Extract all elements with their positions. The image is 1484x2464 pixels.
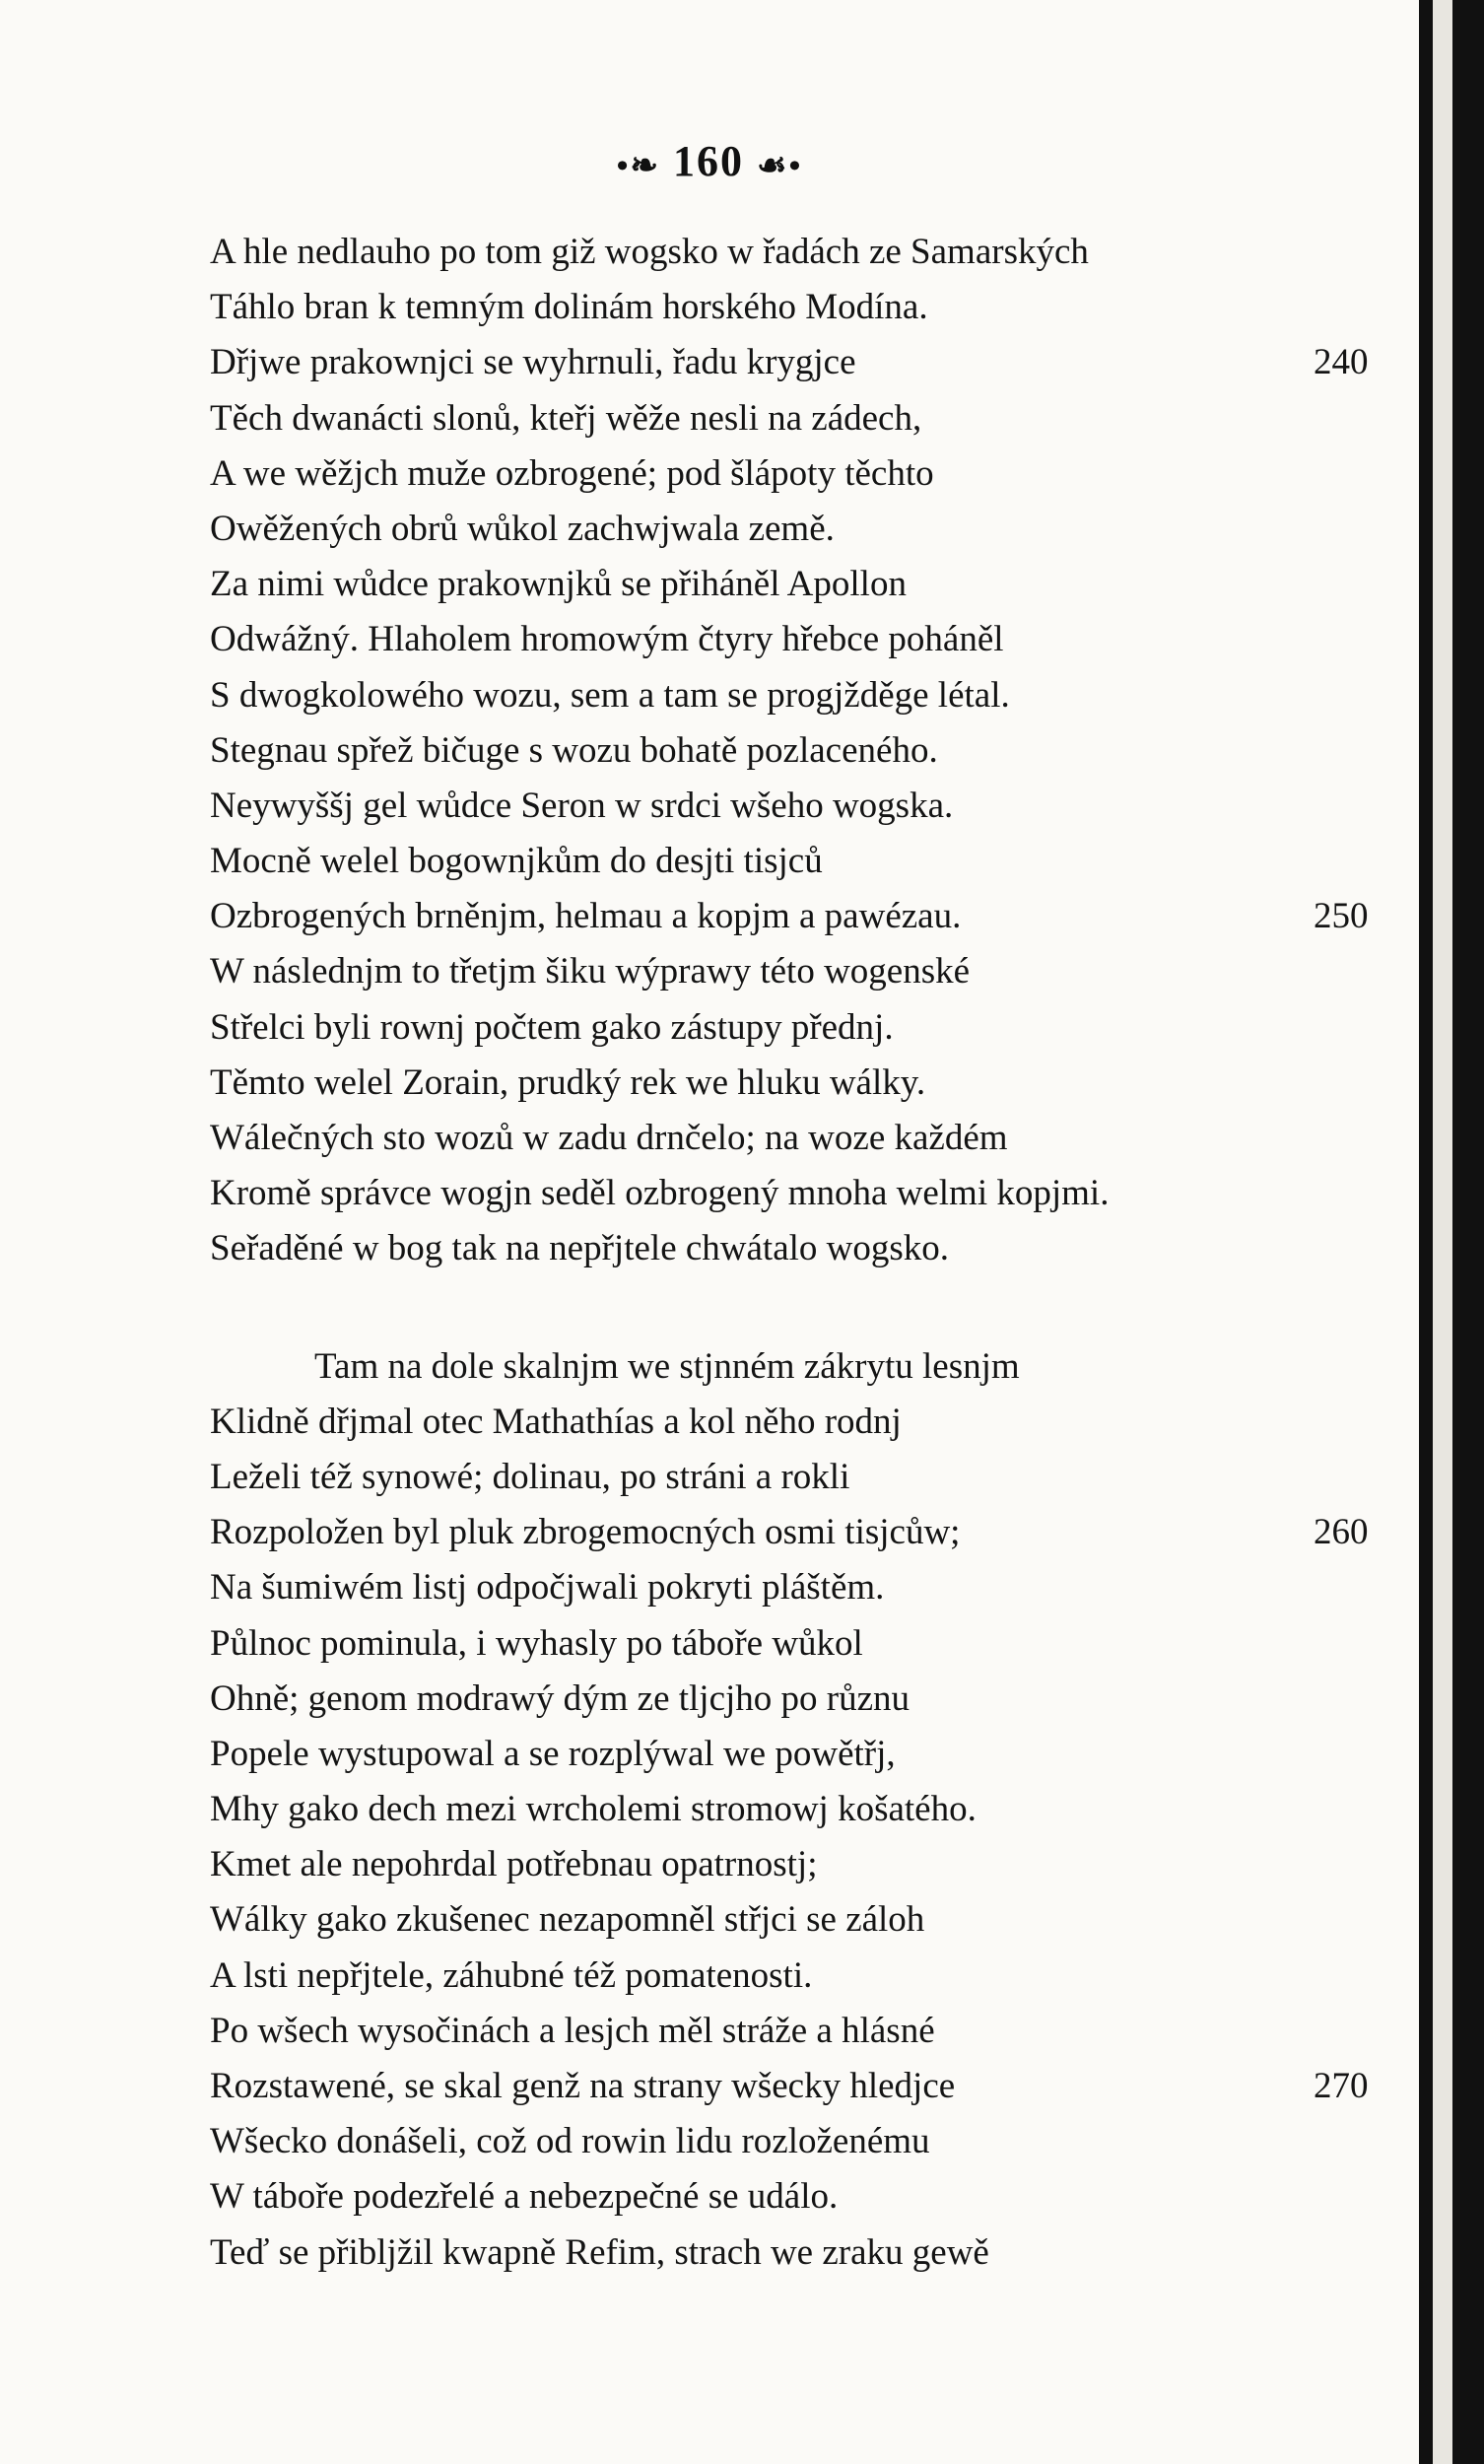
verse-text: Ozbrogených brněnjm, helmau a kopjm a pawézau.: [210, 896, 962, 937]
verse-line: [210, 557, 1392, 612]
verse-line: [210, 1782, 1392, 1837]
verse-line: [210, 779, 1392, 834]
verse-text: A we wěžjch muže ozbrogené; pod šlápoty těchto: [210, 452, 934, 494]
verse-text: Wálky gako zkušenec nezapomněl střjci se záloh: [210, 1899, 925, 1941]
verse-text: Na šumiwém listj odpočjwali pokryti pláštěm.: [210, 1567, 885, 1608]
verse-line: [210, 668, 1392, 723]
verse-line: [210, 1560, 1392, 1615]
verse-text: Těmto welel Zorain, prudký rek we hluku wálky.: [210, 1061, 926, 1103]
verse-line: [210, 1339, 1392, 1395]
page-header: [0, 136, 1419, 186]
verse-text: Popele wystupowal a se rozplýwal we powětřj,: [210, 1733, 896, 1774]
verse-text: Owěžených obrů wůkol zachwjwala země.: [210, 508, 835, 549]
verse-line: [210, 1221, 1392, 1276]
verse-text: Seřaděné w bog tak na nepřjtele chwátalo wogsko.: [210, 1228, 950, 1269]
stanza-gap: [210, 1277, 1392, 1339]
verse-line: [210, 889, 1392, 944]
verse-line: [210, 944, 1392, 999]
verse-text: Střelci byli rownj počtem gako zástupy přednj.: [210, 1006, 894, 1048]
verse-line: [210, 1056, 1392, 1111]
verse-line: [210, 1000, 1392, 1056]
verse-line: [210, 280, 1392, 335]
verse-line: [210, 1892, 1392, 1948]
verse-line: [210, 1672, 1392, 1727]
verse-line: [210, 1727, 1392, 1782]
verse-line: [210, 2225, 1392, 2281]
verse-line: [210, 612, 1392, 667]
verse-text: Kmet ale nepohrdal potřebnau opatrnostj;: [210, 1844, 818, 1885]
verse-text: A lsti nepřjtele, záhubné též pomatenosti.: [210, 1954, 813, 1996]
verse-line: [210, 1505, 1392, 1560]
scan-edge: [1419, 0, 1484, 2464]
adjacent-page-edge: [1433, 0, 1452, 2464]
verse-line: [210, 1111, 1392, 1166]
verse-text: Po wšech wysočinách a lesjch měl stráže a hlásné: [210, 2010, 935, 2051]
verse-line: [210, 391, 1392, 446]
verse-text: Za nimi wůdce prakownjků se přiháněl Apollon: [210, 564, 907, 605]
verse-text: Wálečných sto wozů w zadu drnčelo; na woze každém: [210, 1118, 1008, 1158]
verse-text: Wšecko donášeli, což od rowin lidu rozloženému: [210, 2121, 930, 2162]
verse-line: [210, 1166, 1392, 1221]
verse-text: Teď se přiblјžil kwapně Refim, strach we zraku gewě: [210, 2231, 989, 2273]
verse-text: Táhlo bran k temným dolinám horského Modína.: [210, 287, 928, 328]
line-number: 260: [1314, 1512, 1369, 1553]
verse-line: [210, 2004, 1392, 2059]
verse-line: [210, 1837, 1392, 1892]
page-number: 160: [673, 137, 744, 185]
verse-text: W táboře podezřelé a nebezpečné se událo.: [210, 2176, 839, 2218]
verse-text: Mhy gako dech mezi wrcholemi stromowj košatého.: [210, 1789, 977, 1830]
line-number: 250: [1314, 896, 1369, 937]
line-number: 240: [1314, 342, 1369, 383]
verse-text: Rozstawené, se skal genž na strany wšecky hledjce: [210, 2066, 956, 2106]
line-number: 270: [1314, 2066, 1369, 2106]
verse-line: [210, 1616, 1392, 1672]
verse-text: Půlnoc pominula, i wyhasly po táboře wůkol: [210, 1622, 863, 1664]
verse-line: [210, 502, 1392, 557]
verse-text: Odwážný. Hlaholem hromowým čtyry hřebce poháněl: [210, 619, 1004, 660]
verse-text: Mocně welel bogownjkům do desjti tisjců: [210, 841, 823, 882]
verse-line: [210, 335, 1392, 390]
verse-text: Rozpoložen byl pluk zbrogemocných osmi tisjcůw;: [210, 1512, 961, 1553]
verse-line: [210, 1450, 1392, 1505]
verse-text: Těch dwanácti slonů, kteřj wěže nesli na zádech,: [210, 397, 922, 439]
stanza-1: [210, 225, 1392, 1277]
verse-text: Stegnau spřež bičuge s wozu bohatě pozlaceného.: [210, 729, 938, 771]
verse-text: Klidně dřjmal otec Mathathías a kol něho rodnj: [210, 1401, 902, 1442]
poem-text: [210, 225, 1392, 2281]
verse-line: [210, 2169, 1392, 2224]
stanza-2: [210, 1339, 1392, 2281]
verse-line: [210, 1949, 1392, 2004]
verse-text: Ohně; genom modrawý dým ze tljcjho po různu: [210, 1677, 911, 1719]
verse-line: [210, 1395, 1392, 1450]
verse-line: [210, 723, 1392, 779]
verse-text: Leželi též synowé; dolinau, po stráni a rokli: [210, 1456, 850, 1497]
verse-line: [210, 2059, 1392, 2114]
verse-text: A hle nedlauho po tom giž wogsko w řadách ze Samarských: [210, 232, 1089, 272]
ornament-right: ☙•: [757, 147, 803, 184]
verse-line: [210, 834, 1392, 889]
ornament-left: •❧: [616, 147, 660, 184]
verse-text: Neywyššj gel wůdce Seron w srdci wšeho wogska.: [210, 785, 954, 826]
verse-text: W následnjm to třetjm šiku wýprawy této wogenské: [210, 951, 971, 992]
verse-line: [210, 2114, 1392, 2169]
verse-text: Tam na dole skalnjm we stjnném zákrytu lesnjm: [314, 1345, 1020, 1387]
verse-text: Kromě správce wogjn seděl ozbrogený mnoha welmi kopjmi.: [210, 1173, 1110, 1214]
verse-line: [210, 446, 1392, 502]
verse-text: Dřjwe prakownjci se wyhrnuli, řadu krygjce: [210, 342, 856, 383]
verse-line: [210, 225, 1392, 280]
verse-text: S dwogkolowého wozu, sem a tam se progjžděge létal.: [210, 674, 1010, 716]
